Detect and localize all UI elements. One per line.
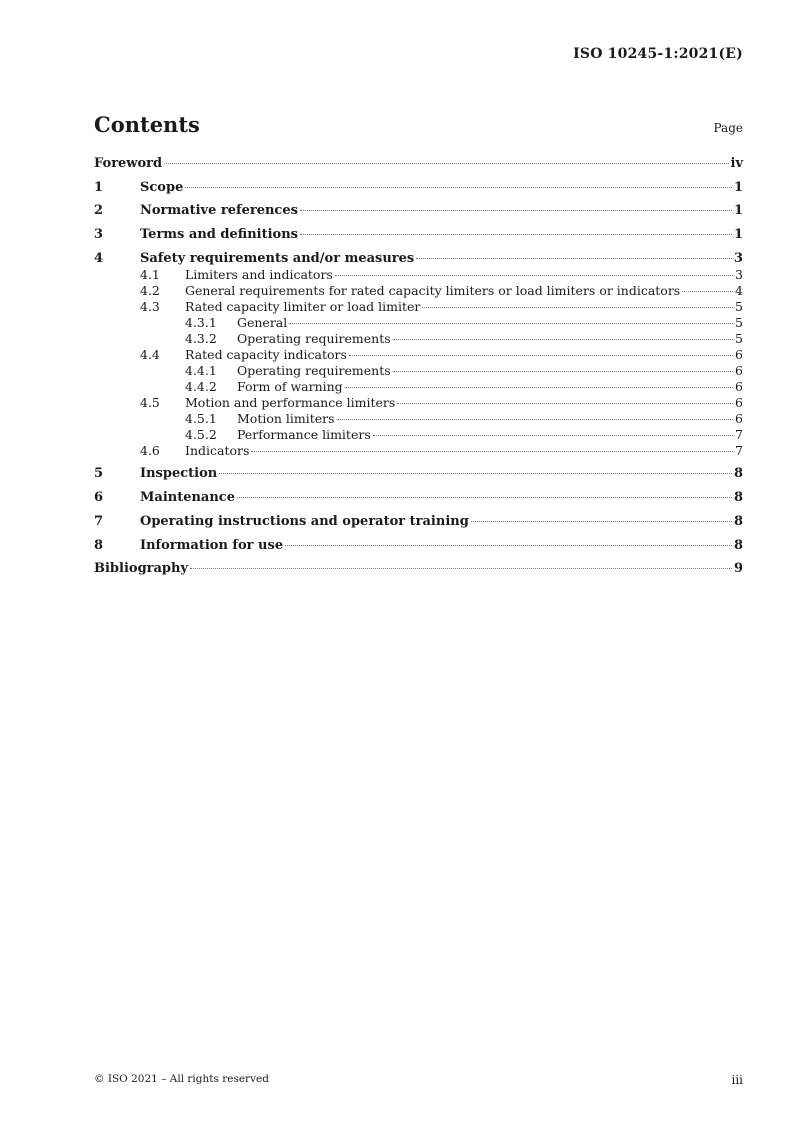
toc-page: 5 (735, 298, 743, 314)
page-footer (94, 1073, 743, 1087)
copyright-notice: © ISO 2021 – All rights reserved (94, 1073, 269, 1085)
toc-page: 6 (735, 410, 743, 426)
leader-dots (397, 403, 733, 404)
toc-entry-4-5-1[interactable] (94, 411, 743, 427)
toc-page: 1 (733, 179, 743, 195)
toc-number: 4.1 (140, 266, 160, 282)
toc-number: 4.4 (140, 346, 160, 362)
toc-page: 6 (735, 362, 743, 378)
leader-dots (251, 451, 733, 452)
page-column-label: Page (713, 121, 743, 135)
toc-label: Bibliography (94, 561, 189, 577)
toc-label: General (237, 314, 288, 330)
leader-dots (219, 473, 732, 474)
toc-entry-3[interactable] (94, 227, 743, 251)
toc-label: Indicators (185, 442, 250, 458)
toc-number: 4.3.2 (185, 330, 217, 346)
page-number: iii (731, 1073, 743, 1087)
toc-number: 4.4.1 (185, 362, 217, 378)
leader-dots (164, 163, 728, 164)
leader-dots (285, 545, 732, 546)
toc-entry-4-4[interactable] (94, 347, 743, 363)
toc-label: Terms and definitions (140, 227, 298, 243)
toc-number: 4.5.2 (185, 426, 217, 442)
toc-label: Motion limiters (237, 410, 335, 426)
toc-number: 3 (94, 227, 104, 243)
leader-dots (237, 497, 732, 498)
toc-page: 7 (735, 442, 743, 458)
toc-page: 9 (733, 561, 743, 577)
toc-label: Performance limiters (237, 426, 371, 442)
toc-number: 4.5 (140, 394, 160, 410)
toc-label: Motion and performance limiters (185, 394, 396, 410)
toc-label: Normative references (140, 203, 298, 219)
toc-entry-bibliography[interactable] (94, 561, 743, 585)
leader-dots (345, 387, 733, 388)
toc-entry-4-2[interactable] (94, 283, 743, 299)
toc-entry-2[interactable] (94, 203, 743, 227)
leader-dots (416, 258, 732, 259)
toc-page: 6 (735, 394, 743, 410)
toc-number: 2 (94, 203, 104, 219)
leader-dots (373, 435, 733, 436)
document-code: ISO 10245-1:2021(E) (573, 46, 743, 62)
toc-entry-4-5[interactable] (94, 395, 743, 411)
toc-label: Limiters and indicators (185, 266, 333, 282)
toc-page: 6 (735, 378, 743, 394)
toc-number: 1 (94, 179, 104, 195)
leader-dots (471, 521, 732, 522)
toc-label: Safety requirements and/or measures (140, 250, 415, 266)
toc-page: 8 (733, 466, 743, 482)
toc-entry-foreword[interactable] (94, 156, 743, 180)
toc-label: Foreword (94, 156, 163, 171)
toc-label: General requirements for rated capacity limiters or load limiters or indicators (185, 282, 681, 298)
toc-entry-5[interactable] (94, 466, 743, 490)
toc-label: Information for use (140, 537, 284, 553)
toc-page: 1 (733, 227, 743, 243)
toc-page: 8 (733, 513, 743, 529)
leader-dots (185, 187, 732, 188)
toc-number: 4.3 (140, 298, 160, 314)
toc-number: 5 (94, 466, 104, 482)
toc-number: 7 (94, 513, 104, 529)
toc-label: Maintenance (140, 490, 235, 506)
page-title: Contents (94, 112, 200, 137)
toc-page: 6 (735, 346, 743, 362)
toc-page: 3 (733, 250, 743, 266)
toc-label: Scope (140, 179, 184, 195)
toc-label: Rated capacity indicators (185, 346, 347, 362)
toc-label: Form of warning (237, 378, 343, 394)
toc-entry-4-3-2[interactable] (94, 331, 743, 347)
toc-page: 5 (735, 314, 743, 330)
leader-dots (300, 234, 732, 235)
leader-dots (422, 307, 733, 308)
toc-number: 4.6 (140, 442, 160, 458)
toc-page: iv (730, 156, 743, 171)
leader-dots (300, 210, 732, 211)
toc-page: 8 (733, 537, 743, 553)
toc-entry-7[interactable] (94, 514, 743, 538)
toc-label: Operating requirements (237, 330, 391, 346)
leader-dots (393, 371, 733, 372)
toc-number: 4.2 (140, 282, 160, 298)
leader-dots (682, 291, 733, 292)
toc-entry-1[interactable] (94, 180, 743, 204)
toc-page: 8 (733, 490, 743, 506)
contents-header (94, 112, 743, 137)
toc-entry-4[interactable] (94, 251, 743, 267)
toc-number: 4.4.2 (185, 378, 217, 394)
toc-label: Inspection (140, 466, 218, 482)
leader-dots (190, 568, 732, 569)
toc-entry-4-4-2[interactable] (94, 379, 743, 395)
leader-dots (289, 323, 733, 324)
toc-number: 6 (94, 490, 104, 506)
toc-entry-4-6[interactable] (94, 443, 743, 467)
toc-number: 4 (94, 250, 104, 266)
toc-entry-6[interactable] (94, 490, 743, 514)
toc-page: 7 (735, 426, 743, 442)
toc-entry-4-3-1[interactable] (94, 315, 743, 331)
toc-label: Operating requirements (237, 362, 391, 378)
table-of-contents (94, 156, 743, 585)
toc-number: 4.5.1 (185, 410, 217, 426)
toc-page: 4 (735, 282, 743, 298)
toc-page: 5 (735, 330, 743, 346)
leader-dots (393, 339, 733, 340)
toc-page: 3 (735, 266, 743, 282)
toc-label: Rated capacity limiter or load limiter (185, 298, 421, 314)
toc-label: Operating instructions and operator training (140, 513, 469, 529)
leader-dots (337, 419, 733, 420)
toc-entry-4-4-1[interactable] (94, 363, 743, 379)
leader-dots (335, 275, 733, 276)
toc-number: 4.3.1 (185, 314, 217, 330)
toc-entry-4-5-2[interactable] (94, 427, 743, 443)
toc-number: 8 (94, 537, 104, 553)
toc-page: 1 (733, 203, 743, 219)
toc-entry-8[interactable] (94, 538, 743, 562)
leader-dots (349, 355, 733, 356)
toc-entry-4-1[interactable] (94, 267, 743, 283)
toc-entry-4-3[interactable] (94, 299, 743, 315)
